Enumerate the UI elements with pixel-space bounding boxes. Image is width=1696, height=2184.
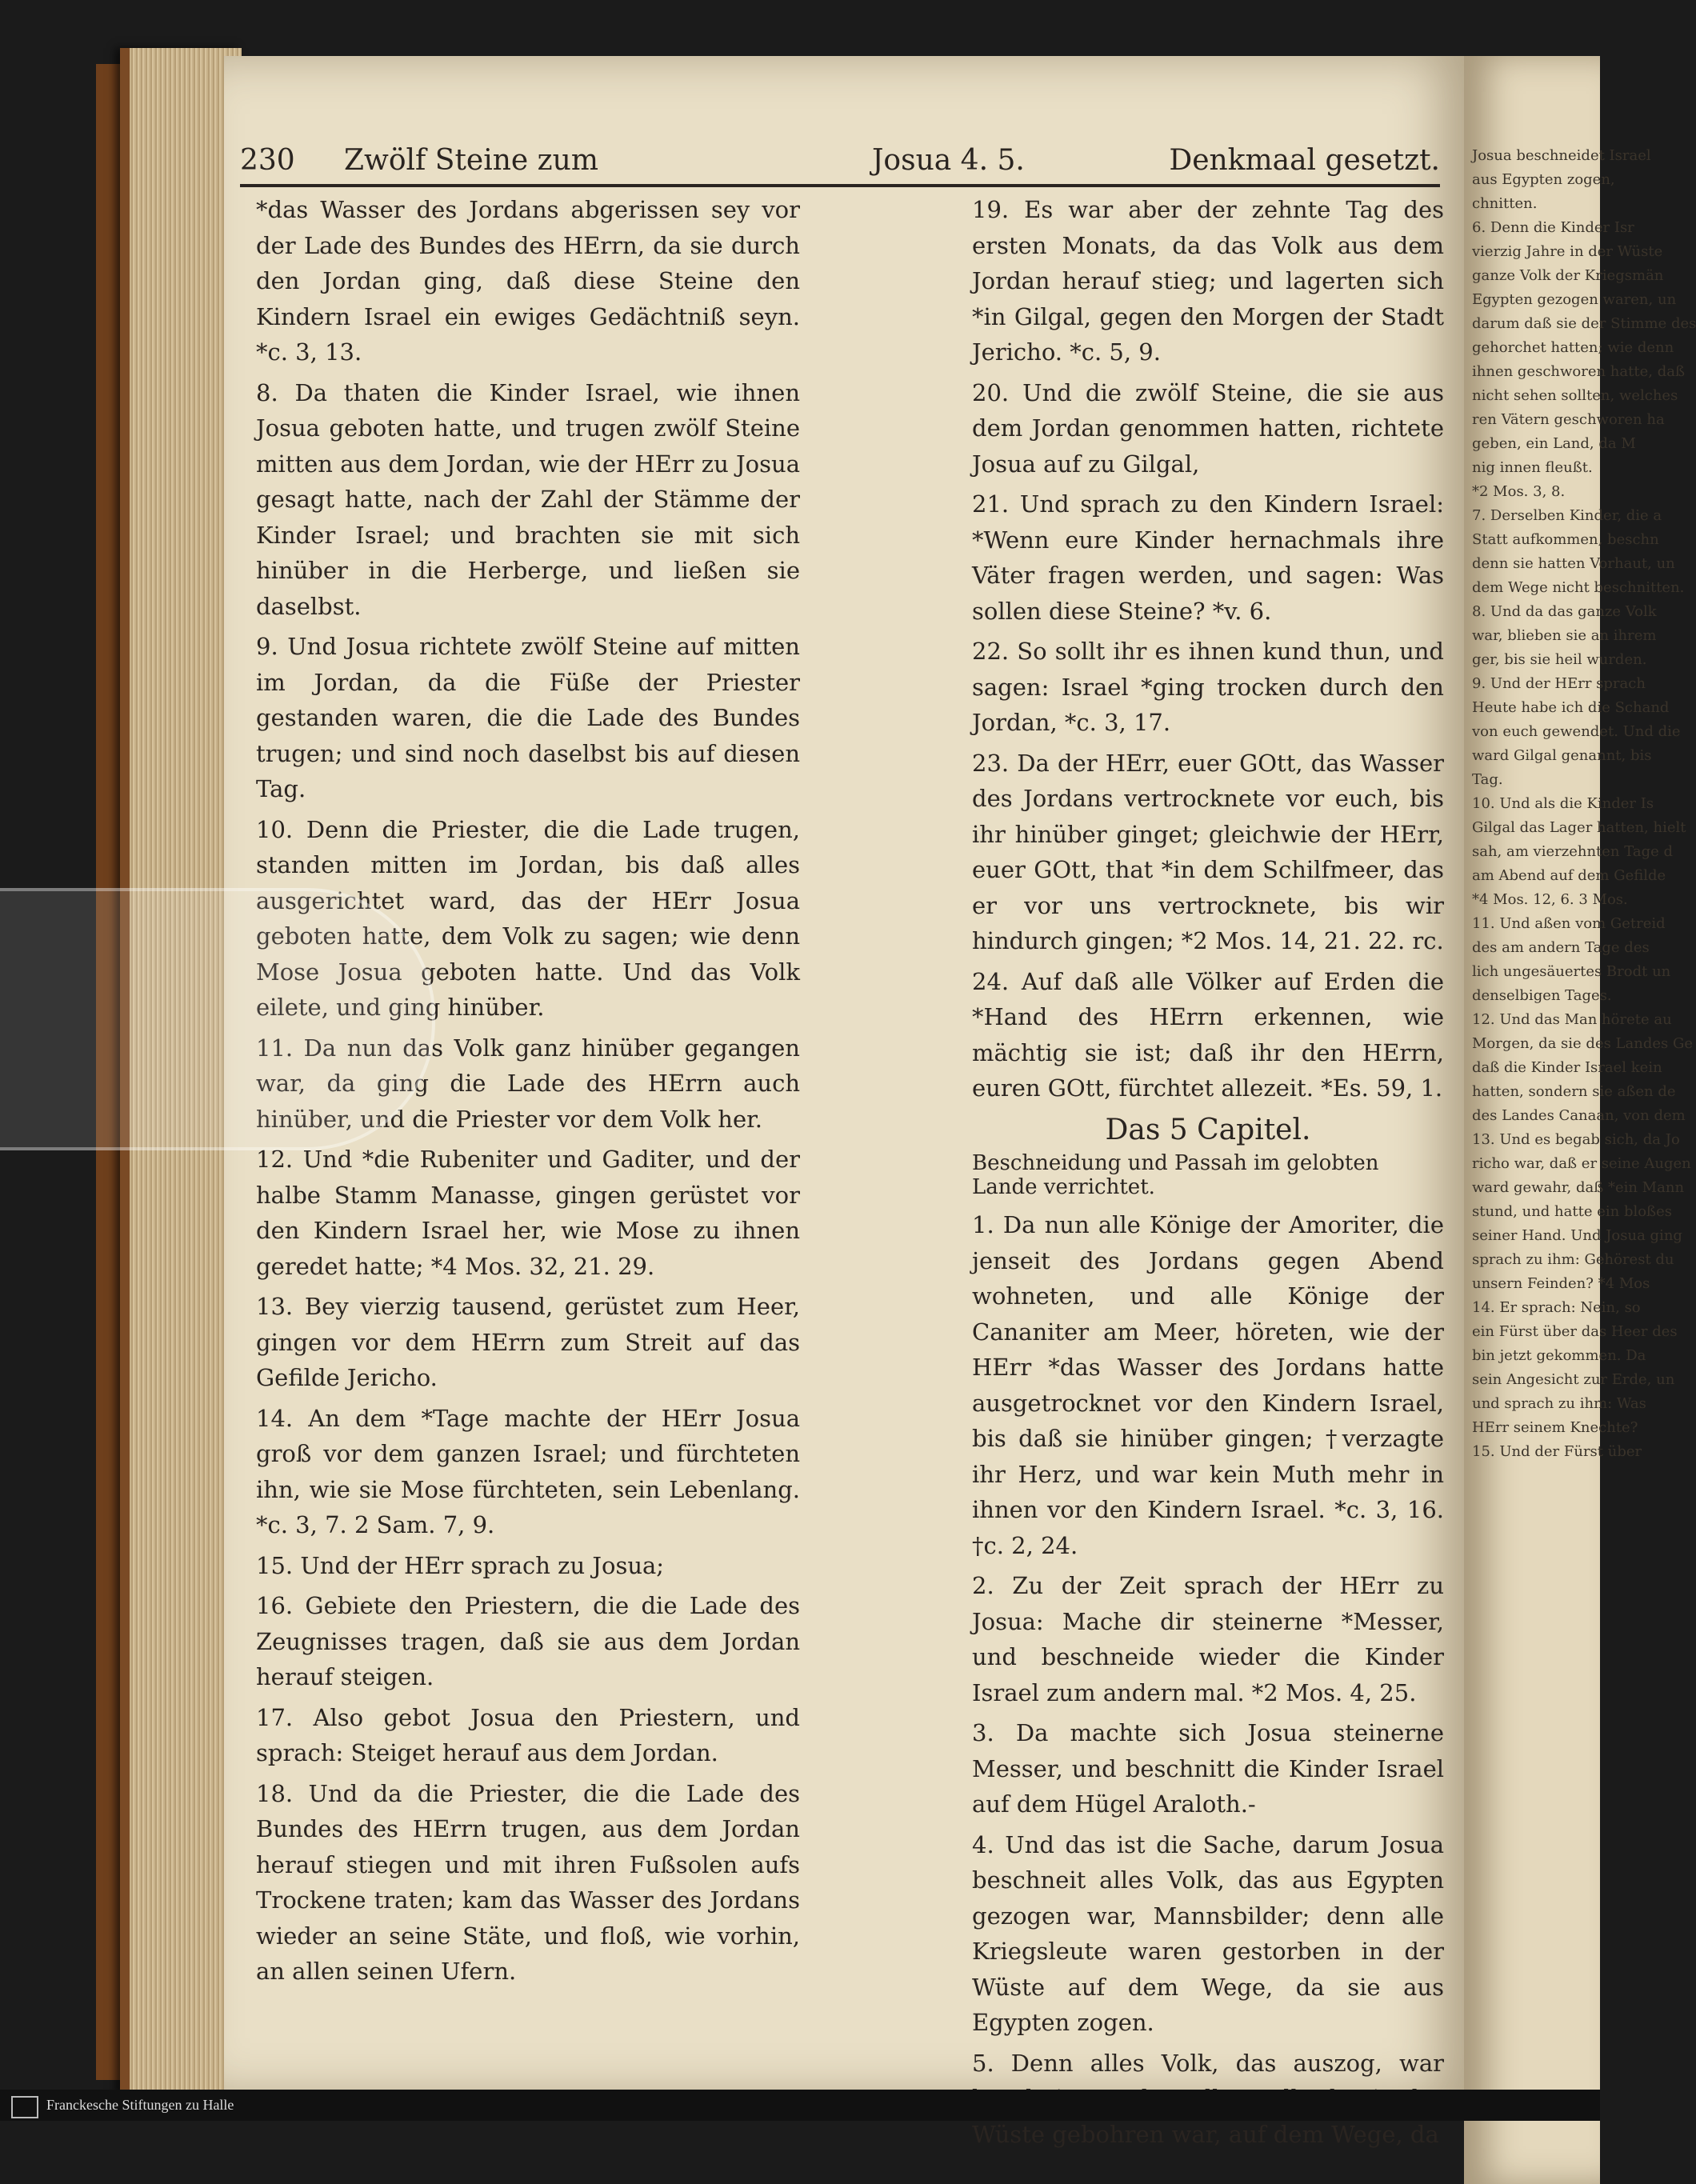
verse-paragraph: 24. Auf daß alle Völker auf Erden die *Hand des HErrn erkennen, wie mächtig sie ist; daß ihr den HErrn, euren GOtt, fürchtet allezeit. *Es. 59, 1.: [972, 967, 1444, 1102]
verse-paragraph: 11. Da nun das Volk ganz hinüber gegangen war, da ging die Lade des HErrn auch hinüber, und die Priester vor dem Volk her.: [256, 1034, 800, 1133]
verse-paragraph: 17. Also gebot Josua den Priestern, und sprach: Steiget herauf aus dem Jordan.: [256, 1703, 800, 1766]
verse-paragraph: 10. Denn die Priester, die die Lade trugen, standen mitten im Jordan, bis daß alles ausgerichtet ward, das der HErr Josua geboten hatte, dem Volk zu sagen; wie denn Mose Josua geboten hatte. Und das Volk eilete, und ging hinüber.: [256, 815, 800, 1021]
facing-line: darum daß sie der Stimme des: [1472, 315, 1696, 332]
chapter-title: Das 5 Capitel.: [1105, 1113, 1311, 1146]
page-number: 230: [240, 144, 295, 177]
verse-paragraph: 9. Und Josua richtete zwölf Steine auf mitten im Jordan, da die Füße der Priester gestanden waren, die die Lade des Bundes trugen; und sind noch daselbst bis auf diesen Tag.: [256, 633, 800, 802]
facing-line: unsern Feinden? *4 Mos: [1472, 1275, 1650, 1292]
verse-paragraph: 14. An dem *Tage machte der HErr Josua groß vor dem ganzen Israel; und fürchteten ihn, wie sie Mose fürchteten, sein Lebenlang. *c. 3, 7. 2 Sam. 7, 9.: [256, 1404, 800, 1538]
facing-line: Tag.: [1472, 771, 1503, 788]
facing-line: ward Gilgal genannt, bis: [1472, 747, 1652, 764]
facing-line: vierzig Jahre in der Wüste: [1472, 243, 1663, 260]
facing-line: seiner Hand. Und Josua ging: [1472, 1227, 1682, 1244]
header-left-title: Zwölf Steine zum: [344, 144, 598, 177]
verse-paragraph: 15. Und der HErr sprach zu Josua;: [256, 1551, 665, 1579]
header-center-title: Josua 4. 5.: [872, 144, 1025, 177]
facing-line: Heute habe ich die Schand: [1472, 699, 1670, 716]
verse-paragraph: 20. Und die zwölf Steine, die sie aus dem Jordan genommen hatten, richtete Josua auf zu Gilgal,: [972, 378, 1444, 478]
facing-line: 11. Und aßen vom Getreid: [1472, 915, 1666, 932]
verse-paragraph: 22. So sollt ihr es ihnen kund thun, und sagen: Israel *ging trocken durch den Jordan, *c. 3, 17.: [972, 638, 1444, 736]
facing-line: Egypten gezogen waren, un: [1472, 291, 1677, 308]
facing-line: aus Egypten zogen,: [1472, 171, 1615, 188]
facing-line: Statt aufkommen, beschn: [1472, 531, 1659, 548]
facing-line: ward gewahr, daß *ein Mann: [1472, 1179, 1685, 1196]
verse-paragraph: *das Wasser des Jordans abgerissen sey vor der Lade des Bundes des HErrn, da sie durch den Jordan ging, daß diese Steine den Kindern Israel ein ewiges Gedächtniß seyn. *c. 3, 13.: [256, 196, 800, 366]
facing-line: HErr seinem Knechte?: [1472, 1419, 1638, 1436]
facing-line: 13. Und es begab sich, da Jo: [1472, 1131, 1680, 1148]
facing-line: ihnen geschworen hatte, daß: [1472, 363, 1685, 380]
facing-line: 14. Er sprach: Nein, so: [1472, 1299, 1641, 1316]
header-right-title: Denkmaal gesetzt.: [1169, 144, 1440, 177]
facing-line: daß die Kinder Israel kein: [1472, 1059, 1662, 1076]
facing-line: ein Fürst über das Heer des: [1472, 1323, 1678, 1340]
institution-logo: [11, 2096, 38, 2118]
verse-paragraph: 8. Da thaten die Kinder Israel, wie ihnen Josua geboten hatte, und trugen zwölf Steine mitten aus dem Jordan, wie der HErr zu Josua gesagt hatte, nach der Zahl der Stämme der Kinder Israel; und brachten sie mit sich hinüber in die Herberge, und ließen sie daselbst.: [256, 378, 800, 620]
facing-line: *4 Mos. 12, 6. 3 Mos.: [1472, 891, 1628, 908]
verse-paragraph: 4. Und das ist die Sache, darum Josua beschneit alles Volk, das aus Egypten gezogen war, Mannsbilder; denn alle Kriegsleute waren gestorben in der Wüste auf dem Wege, da sie aus Egypten zogen.: [972, 1830, 1444, 2036]
facing-line: denn sie hatten Vorhaut, un: [1472, 555, 1675, 572]
facing-line: 8. Und da das ganze Volk: [1472, 603, 1657, 620]
facing-line: 15. Und der Fürst über: [1472, 1443, 1642, 1460]
facing-line: Gilgal das Lager hatten, hielt: [1472, 819, 1686, 836]
verse-paragraph: 18. Und da die Priester, die die Lade des Bundes des HErrn trugen, aus dem Jordan herauf stiegen und mit ihren Fußsolen aufs Trockene traten; kam das Wasser des Jordans wieder an seine Stäte, und floß, wie vorhin, an allen seinen Ufern.: [256, 1779, 800, 1985]
facing-line: ganze Volk der Kriegsmän: [1472, 267, 1664, 284]
verse-paragraph: 19. Es war aber der zehnte Tag des ersten Monats, da das Volk aus dem Jordan herauf stieg; und lagerten sich *in Gilgal, gegen den Morgen der Stadt Jericho. *c. 5, 9.: [972, 196, 1444, 366]
facing-line: am Abend auf dem Gefilde: [1472, 867, 1666, 884]
facing-line: *2 Mos. 3, 8.: [1472, 483, 1566, 500]
facing-line: dem Wege nicht beschnitten.: [1472, 579, 1685, 596]
facing-line: lich ungesäuertes Brodt un: [1472, 963, 1671, 980]
facing-line: 10. Und als die Kinder Is: [1472, 795, 1654, 812]
facing-line: ger, bis sie heil wurden.: [1472, 651, 1647, 668]
facing-page: [1464, 56, 1696, 2184]
facing-line: von euch gewendet. Und die: [1472, 723, 1681, 740]
facing-line: war, blieben sie an ihrem: [1472, 627, 1657, 644]
facing-line: des Landes Canaan, von dem: [1472, 1107, 1686, 1124]
facing-line: nicht sehen sollten, welches: [1472, 387, 1678, 404]
verse-paragraph: 21. Und sprach zu den Kindern Israel: *Wenn eure Kinder hernachmals ihre Väter fragen werden, und sagen: Was sollen diese Steine? *v. 6.: [972, 490, 1444, 625]
facing-line: 9. Und der HErr sprach: [1472, 675, 1646, 692]
footer-bar: [0, 2090, 1600, 2121]
facing-line: ren Vätern geschworen ha: [1472, 411, 1665, 428]
facing-line: 12. Und das Man hörete au: [1472, 1011, 1672, 1028]
bookmark-strip: [0, 888, 435, 1150]
facing-line: chnitten.: [1472, 195, 1538, 212]
facing-line: des am andern Tage des: [1472, 939, 1650, 956]
verse-paragraph: 3. Da machte sich Josua steinerne Messer, und beschnitt die Kinder Israel auf dem Hügel Araloth.-: [972, 1719, 1444, 1818]
facing-line: geben, ein Land, da M: [1472, 435, 1636, 452]
verse-paragraph: 1. Da nun alle Könige der Amoriter, die jenseit des Jordans gegen Abend wohneten, und alle Könige der Cananiter am Meer, höreten, wie der HErr *das Wasser des Jordans hatte ausgetrocknet vor den Kindern Israel, bis daß sie hinüber gingen; †verzagte ihr Herz, und war kein Muth mehr in ihnen vor den Kindern Israel. *c. 3, 16. †c. 2, 24.: [972, 1211, 1444, 1559]
facing-line: Josua beschneidet Israel: [1472, 147, 1651, 164]
verse-paragraph: 2. Zu der Zeit sprach der HErr zu Josua: Mache dir steinerne *Messer, und beschneide wieder die Kinder Israel zum andern mal. *2 Mos. 4, 25.: [972, 1572, 1444, 1706]
verse-paragraph: 23. Da der HErr, euer GOtt, das Wasser des Jordans vertrocknete vor euch, bis ihr hinüber ginget; gleichwie der HErr, euer GOtt, that *in dem Schilfmeer, das er vor uns vertrocknete, bis wir hindurch gingen; *2 Mos. 14, 21. 22. rc.: [972, 749, 1444, 954]
facing-line: und sprach zu ihm: Was: [1472, 1395, 1646, 1412]
facing-line: richo war, daß er seine Augen: [1472, 1155, 1691, 1172]
verse-paragraph: 12. Und *die Rubeniter und Gaditer, und der halbe Stamm Manasse, gingen gerüstet vor den Kindern Israel her, wie Mose zu ihnen geredet hatte; *4 Mos. 32, 21. 29.: [256, 1146, 800, 1280]
verse-paragraph: 5. Denn alles Volk, das auszog, war Wüste gebohren war, auf dem Wege, da: [972, 2049, 1444, 2148]
facing-line: gehorchet hatten; wie denn: [1472, 339, 1674, 356]
right-text-column: [972, 192, 1444, 2157]
facing-line: sein Angesicht zur Erde, un: [1472, 1371, 1675, 1388]
facing-line: hatten, sondern sie aßen de: [1472, 1083, 1676, 1100]
running-header: [240, 144, 1440, 187]
facing-line: denselbigen Tages.: [1472, 987, 1612, 1004]
verse-paragraph: 13. Bey vierzig tausend, gerüstet zum Heer, gingen vor dem HErrn zum Streit auf das Gefilde Jericho.: [256, 1293, 800, 1391]
facing-line: nig innen fleußt.: [1472, 459, 1593, 476]
facing-line: bin jetzt gekommen. Da: [1472, 1347, 1646, 1364]
verse-paragraph: 16. Gebiete den Priestern, die die Lade des Zeugnisses tragen, daß sie aus dem Jordan herauf steigen.: [256, 1592, 800, 1690]
facing-line: 6. Denn die Kinder Isr: [1472, 219, 1634, 236]
chapter-summary: Beschneidung und Passah im gelobten Lande verrichtet.: [972, 1151, 1379, 1199]
facing-line: 7. Derselben Kinder, die a: [1472, 507, 1662, 524]
facing-line: stund, und hatte ein bloßes: [1472, 1203, 1672, 1220]
facing-line: sprach zu ihm: Gehörest du: [1472, 1251, 1674, 1268]
institution-name: Franckesche Stiftungen zu Halle: [46, 2097, 234, 2113]
facing-line: sah, am vierzehnten Tage d: [1472, 843, 1673, 860]
facing-line: Morgen, da sie des Landes Ge: [1472, 1035, 1694, 1052]
